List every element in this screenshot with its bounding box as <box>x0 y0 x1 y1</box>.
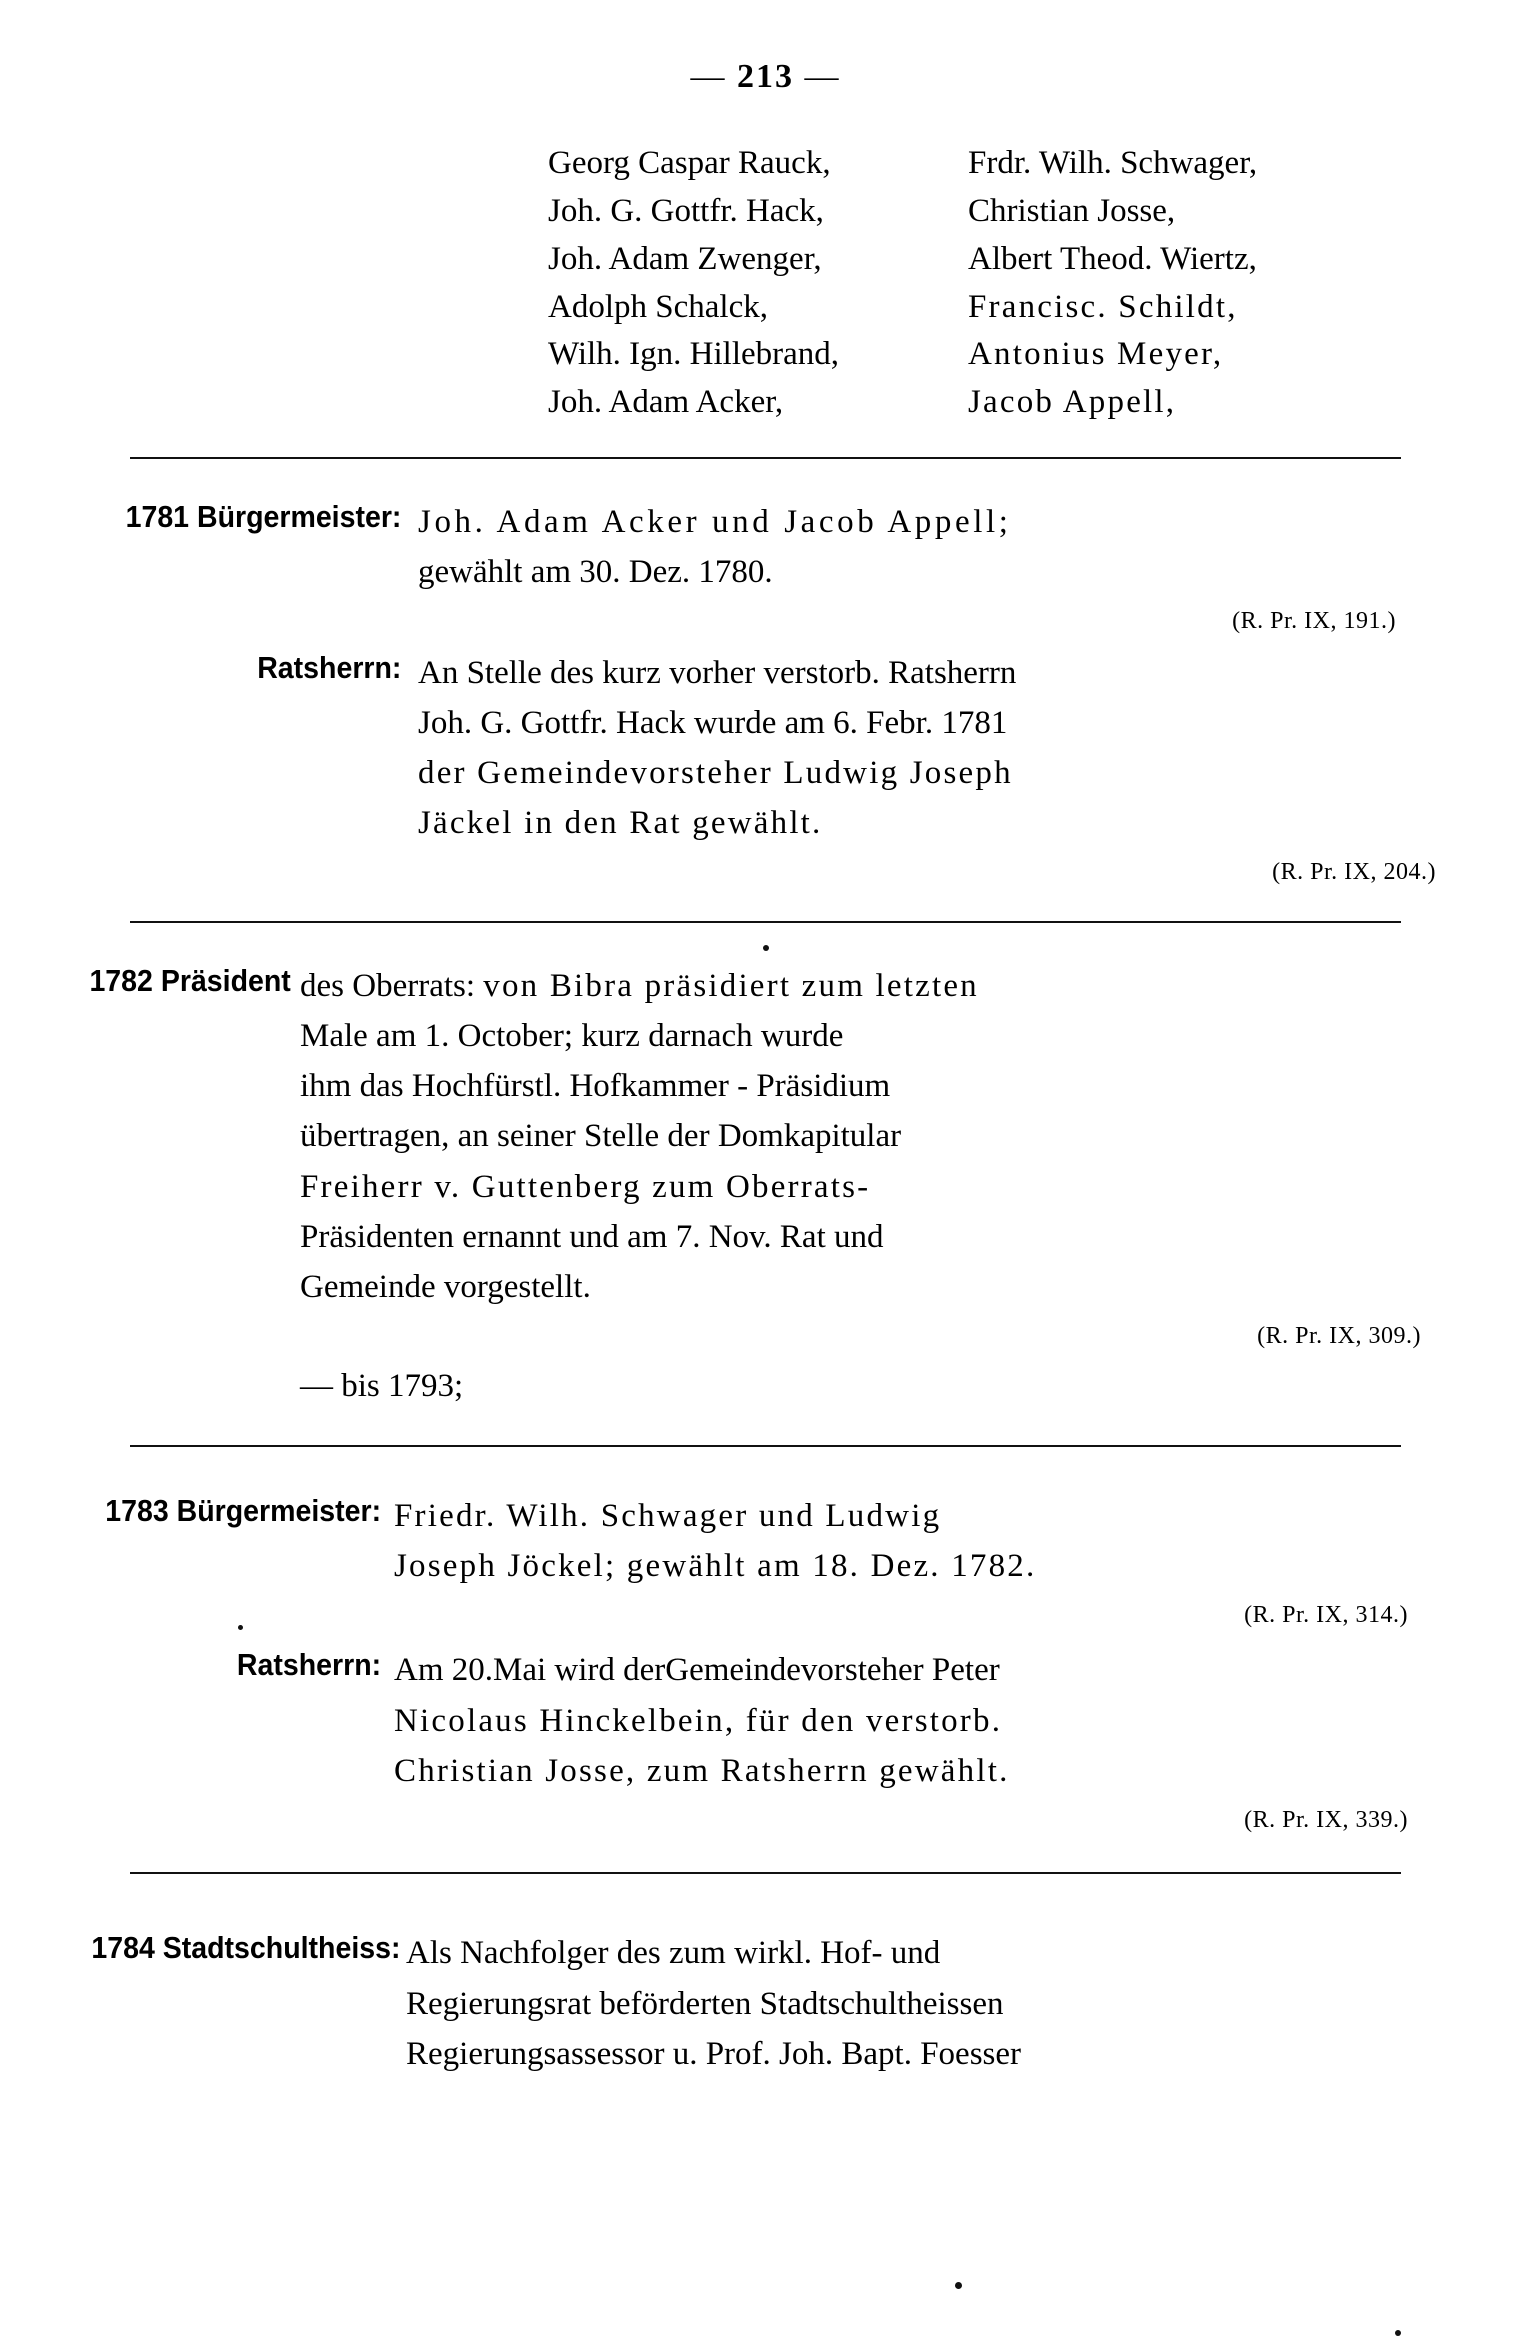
section-divider <box>130 921 1401 923</box>
name-right: Jacob Appell, <box>968 384 1177 421</box>
entry-line: Freiherr v. Guttenberg zum Oberrats- <box>300 1168 871 1205</box>
entry-year-label: Ratsherrn: <box>257 649 402 685</box>
entry-citation: (R. Pr. IX, 191.) <box>1232 608 1396 635</box>
entry-line: Nicolaus Hinckelbein, für den verstorb. <box>394 1702 1003 1739</box>
entry-body <box>394 1645 1531 1838</box>
entry-body <box>406 1928 1531 2078</box>
page-number: 213 <box>737 58 794 95</box>
entry-line: Als Nachfolger des zum wirkl. Hof- und <box>406 1935 941 1972</box>
entry-line: Friedr. Wilh. Schwager und Ludwig <box>394 1497 942 1534</box>
entry-lead-in-line <box>300 961 1436 1011</box>
entry-line: Am 20.Mai wird derGemeindevorsteher Peter <box>394 1652 1000 1689</box>
entry-lead-in: des Oberrats: <box>300 967 476 1004</box>
entry-1782-praesident <box>0 961 1531 1411</box>
stray-ink-dot <box>955 2282 962 2289</box>
entry-line: ihm das Hochfürstl. Hofkammer - Präsidium <box>300 1068 891 1105</box>
entry-line: gewählt am 30. Dez. 1780. <box>418 554 773 591</box>
stray-ink-dot <box>1395 2330 1401 2336</box>
entry-line: Regierungsassessor u. Prof. Joh. Bapt. Foesser <box>406 2035 1022 2072</box>
folio-dash-right: — <box>804 58 841 95</box>
entry-citation: (R. Pr. IX, 339.) <box>1244 1806 1408 1833</box>
entry-year-label: Ratsherrn: <box>236 1647 382 1683</box>
name-left: Joh. G. Gottfr. Hack, <box>548 192 824 229</box>
entry-1781-ratsherrn <box>0 648 1531 891</box>
entry-tail: — bis 1793; <box>300 1367 464 1404</box>
entry-body <box>418 648 1531 891</box>
entry-year-label: 1783 Bürgermeister: <box>105 1492 382 1528</box>
name-row <box>548 284 1388 332</box>
name-right: Christian Josse, <box>968 192 1176 229</box>
entry-year-label: 1782 Präsident <box>89 962 291 998</box>
section-divider <box>130 1872 1401 1874</box>
section-divider <box>130 457 1401 459</box>
entry-1783-buergermeister <box>0 1491 1531 1634</box>
name-left: Joh. Adam Acker, <box>548 384 784 421</box>
entry-line: Regierungsrat beförderten Stadtschultheissen <box>406 1985 1004 2022</box>
name-row <box>548 331 1388 379</box>
name-left: Georg Caspar Rauck, <box>548 145 831 181</box>
entry-1781-buergermeister <box>0 497 1531 640</box>
entry-line: Christian Josse, zum Ratsherrn gewählt. <box>394 1752 1010 1789</box>
entry-1783-ratsherrn <box>0 1645 1531 1838</box>
councillor-name-list <box>548 140 1388 427</box>
entry-1784-stadtschultheiss <box>0 1928 1531 2078</box>
section-divider <box>130 1445 1401 1447</box>
entry-year-label: 1784 Stadtschultheiss: <box>91 1930 401 1966</box>
entry-line: übertragen, an seiner Stelle der Domkapitular <box>300 1118 902 1155</box>
entry-year-label: 1781 Bürgermeister: <box>125 499 402 535</box>
name-row <box>548 140 1388 188</box>
name-right: Frdr. Wilh. Schwager, <box>968 145 1258 181</box>
entry-line: An Stelle des kurz vorher verstorb. Ratsherrn <box>418 654 1017 691</box>
entry-line: Male am 1. October; kurz darnach wurde <box>300 1018 844 1055</box>
name-right: Albert Theod. Wiertz, <box>968 240 1257 277</box>
name-left: Joh. Adam Zwenger, <box>548 240 822 277</box>
entry-line: Jäckel in den Rat gewählt. <box>418 805 823 842</box>
entry-line: Gemeinde vorgestellt. <box>300 1268 591 1305</box>
entry-line: Präsidenten ernannt und am 7. Nov. Rat und <box>300 1218 884 1255</box>
entry-line: Joh. Adam Acker und Jacob Appell; <box>418 504 1012 541</box>
page-folio <box>0 0 1531 96</box>
entry-citation: (R. Pr. IX, 204.) <box>1272 859 1436 886</box>
name-row <box>548 379 1388 427</box>
stray-ink-dot <box>763 945 769 951</box>
entry-body <box>394 1491 1531 1634</box>
name-row <box>548 188 1388 236</box>
folio-dash-left: — <box>690 58 727 95</box>
entry-line: der Gemeindevorsteher Ludwig Joseph <box>418 755 1013 792</box>
name-row <box>548 236 1388 284</box>
entry-citation: (R. Pr. IX, 314.) <box>1244 1601 1408 1628</box>
name-right: Francisc. Schildt, <box>968 288 1238 325</box>
entry-body <box>300 961 1531 1411</box>
entry-line: Joseph Jöckel; gewählt am 18. Dez. 1782. <box>394 1547 1037 1584</box>
name-left: Wilh. Ign. Hillebrand, <box>548 336 840 373</box>
name-right: Antonius Meyer, <box>968 336 1224 373</box>
entry-line: von Bibra präsidiert zum letzten <box>483 967 979 1004</box>
entry-line: Joh. G. Gottfr. Hack wurde am 6. Febr. 1781 <box>418 705 1008 741</box>
entry-citation: (R. Pr. IX, 309.) <box>1257 1323 1421 1350</box>
entry-body <box>418 497 1531 640</box>
name-left: Adolph Schalck, <box>548 288 768 325</box>
